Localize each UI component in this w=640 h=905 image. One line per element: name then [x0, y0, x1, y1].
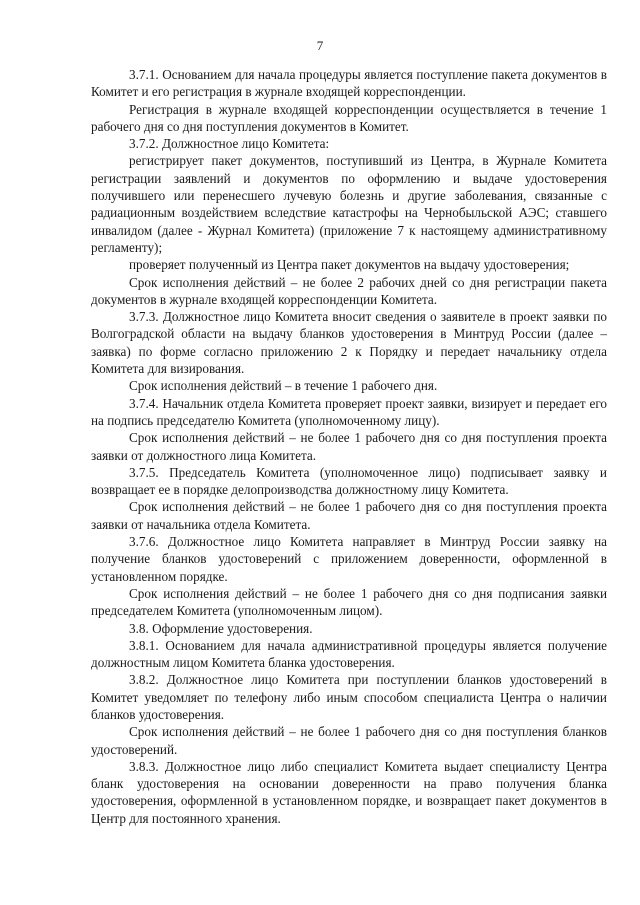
document-body [91, 66, 607, 827]
paragraph-deadline-4: Срок исполнения действий – не более 1 рабочего дня со дня поступления проекта заявки от начальника отдела Комитета. [91, 499, 607, 532]
paragraph-3-7-6: 3.7.6. Должностное лицо Комитета направляет в Минтруд России заявку на получение бланков удостоверений с приложением доверенности, оформленной в установленном порядке. [91, 534, 607, 584]
paragraph-deadline-6: Срок исполнения действий – не более 1 рабочего дня со дня поступления бланков удостоверений. [91, 724, 607, 757]
paragraph-registration: Регистрация в журнале входящей корреспонденции осуществляется в течение 1 рабочего дня со дня поступления документов в Комитет. [91, 101, 607, 134]
page-number: 7 [316, 38, 324, 53]
paragraph-3-8-3: 3.8.3. Должностное лицо либо специалист Комитета выдает специалисту Центра бланк удостоверения на основании доверенности на право получения бланка удостоверения, оформленной в установленном порядке, и возвращает пакет документов в Центр для постоянного хранения. [91, 758, 607, 826]
paragraph-3-7-5: 3.7.5. Председатель Комитета (уполномоченное лицо) подписывает заявку и возвращает ее в порядке делопроизводства должностному лицу Комитета. [91, 464, 607, 498]
paragraph-3-8-1: 3.8.1. Основанием для начала административной процедуры является получение должностным лицом Комитета бланка удостоверения. [91, 637, 607, 671]
paragraph-deadline-1: Срок исполнения действий – не более 2 рабочих дней со дня регистрации пакета документов в журнале входящей корреспонденции Комитета. [91, 274, 607, 307]
paragraph-deadline-3: Срок исполнения действий – не более 1 рабочего дня со дня поступления проекта заявки от должностного лица Комитета. [91, 430, 607, 463]
paragraph-3-7-2: 3.7.2. Должностное лицо Комитета: [129, 136, 330, 152]
paragraph-registers-package: регистрирует пакет документов, поступивший из Центра, в Журнале Комитета регистрации заявлений и документов по оформлению и выдаче удостоверения получившего или перенесшего лучевую болезнь и другие заболевания, связанные с радиационным воздействием вследствие катастрофы на Чернобыльской АЭС; ставшего инвалидом (далее - Журнал Комитета) (приложение 7 к настоящему административному регламенту); [91, 153, 607, 255]
paragraph-deadline-2: Срок исполнения действий – в течение 1 рабочего дня. [129, 378, 438, 394]
paragraph-3-8: 3.8. Оформление удостоверения. [129, 620, 313, 636]
paragraph-3-8-2: 3.8.2. Должностное лицо Комитета при поступлении бланков удостоверений в Комитет уведомляет по телефону либо иным способом специалиста Центра о наличии бланков удостоверения. [91, 672, 607, 722]
paragraph-checks-package: проверяет полученный из Центра пакет документов на выдачу удостоверения; [129, 257, 570, 273]
paragraph-3-7-3: 3.7.3. Должностное лицо Комитета вносит сведения о заявителе в проект заявки по Волгоградской области на выдачу бланков удостоверения в Минтруд России (далее – заявка) по форме согласно приложению 2 к Порядку и передает начальнику отдела Комитета для визирования. [91, 309, 607, 377]
paragraph-3-7-1: 3.7.1. Основанием для начала процедуры является поступление пакета документов в Комитет и его регистрация в журнале входящей корреспонденции. [91, 67, 607, 100]
paragraph-3-7-4: 3.7.4. Начальник отдела Комитета проверяет проект заявки, визирует и передает его на подпись председателю Комитета (уполномоченному лицу). [91, 395, 607, 428]
paragraph-deadline-5: Срок исполнения действий – не более 1 рабочего дня со дня подписания заявки председателем Комитета (уполномоченным лицом). [91, 585, 607, 619]
